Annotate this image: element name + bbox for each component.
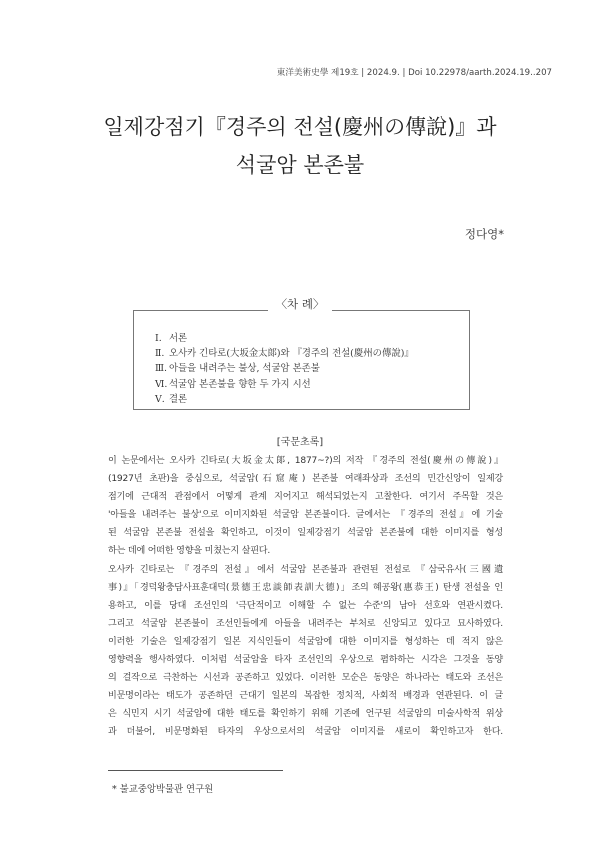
title-line-1: 일제강점기『경주의 전설(慶州の傳說)』과 <box>103 115 497 139</box>
toc-item-number: Ⅰ. <box>155 333 162 344</box>
abstract-line: 의 걸작으로 극찬하는 시선과 공존하고 있었다. 이러한 모순은 동양은 하나라는 태도와 조선은 <box>108 673 503 684</box>
toc-item-number: Ⅲ. <box>155 363 168 375</box>
abstract-line: 이 논문에서는 오사카 긴타로(大坂金太郞, 1877~?)의 저작 『경주의 전설(慶州の傳說)』 <box>108 456 503 466</box>
table-of-contents-heading <box>0 296 600 312</box>
abstract-line: (1927년 초판)을 중심으로, 석굴암(石窟庵) 본존불 여래좌상과 조선의 민간신앙이 일제강 <box>108 474 503 485</box>
abstract-line: 된 석굴암 본존불 전설을 확인하고, 이것이 일제강점기 석굴암 본존불에 대한 이미지를 형성 <box>108 528 503 539</box>
toc-item-text: 서론 <box>169 333 188 344</box>
toc-item <box>155 331 414 346</box>
toc-heading-text: 〈차 례〉 <box>268 297 333 311</box>
footnote-divider <box>108 770 283 771</box>
abstract-line: '아들을 내려주는 불상'으로 이미지화된 석굴암 본존불이다. 글에서는 『경주의 전설』에 기술 <box>108 510 503 521</box>
journal-header: 東洋美術史學 제19호 | 2024.9. | Doi 10.22978/aarth.2024.19..207 <box>276 68 552 78</box>
toc-item-number: Ⅵ. <box>155 378 168 390</box>
abstract-line: 그리고 석굴암 본존불이 조선인들에게 아들을 내려주는 부처로 신앙되고 있다고 묘사하였다. <box>108 618 503 629</box>
author-affiliation-footnote: * 불교중앙박물관 연구원 <box>112 784 214 795</box>
toc-item <box>155 346 414 361</box>
paper-title <box>0 108 600 184</box>
abstract-line: 事)』「경덕왕충담사표훈대덕(景德王忠談師表訓大德)」조의 혜공왕(惠恭王) 탄생 전설을 인 <box>108 582 503 593</box>
toc-item-number: Ⅴ. <box>155 393 165 405</box>
abstract-body <box>108 452 503 742</box>
toc-item-text: 석굴암 본존불을 향한 두 가지 시선 <box>169 378 311 390</box>
toc-item-text: 아들을 내려주는 불상, 석굴암 본존불 <box>169 363 320 375</box>
title-line-2: 석굴암 본존불 <box>235 153 365 177</box>
abstract-line: 영향력을 행사하였다. 이처럼 석굴암을 타자 조선인의 우상으로 폄하하는 시각은 그것을 동양 <box>108 655 503 666</box>
abstract-line: 용하고, 이를 당대 조선인의 '극단적이고 이해할 수 없는 수준'의 남아 선호와 연관시켰다. <box>108 600 503 611</box>
toc-item-text: 오사카 긴타로(大坂金太郞)와 『경주의 전설(慶州の傳說)』 <box>169 348 414 360</box>
toc-item <box>155 361 414 376</box>
abstract-line: 점기에 근대적 관점에서 어떻게 관계 지어지고 해석되었는지 고찰한다. 여기서 주목할 것은 <box>108 492 503 503</box>
abstract-heading: [국문초록] <box>276 437 324 448</box>
toc-item <box>155 377 414 392</box>
abstract-line: 하는 데에 어떠한 영향을 미쳤는지 살핀다. <box>108 546 271 557</box>
abstract-line: 은 식민지 시기 석굴암에 대한 태도를 확인하기 위해 기존에 언구된 석굴암의 미술사학적 위상 <box>108 709 503 720</box>
toc-item <box>155 392 414 407</box>
abstract-line: 비문명이라는 태도가 공존하던 근대기 일본의 복잡한 정치적, 사회적 배경과 연관된다. 이 글 <box>108 691 503 702</box>
table-of-contents-list <box>155 331 414 407</box>
abstract-line: 이러한 기술은 일제강점기 일본 지식인들이 석굴암에 대한 이미지를 형성하는 데 적지 않은 <box>108 636 503 647</box>
toc-item-number: Ⅱ. <box>155 348 165 360</box>
author-name: 정다영* <box>464 227 504 241</box>
abstract-line: 과 더불어, 비문명화된 타자의 우상으로서의 석굴암 이미지를 새로이 확인하고자 한다. <box>108 727 503 738</box>
abstract-line: 오사카 긴타로는 『경주의 전설』에서 석굴암 본존불과 관련된 전설로 『삼국유사(三國遺 <box>108 564 503 575</box>
toc-item-text: 결론 <box>169 393 188 405</box>
